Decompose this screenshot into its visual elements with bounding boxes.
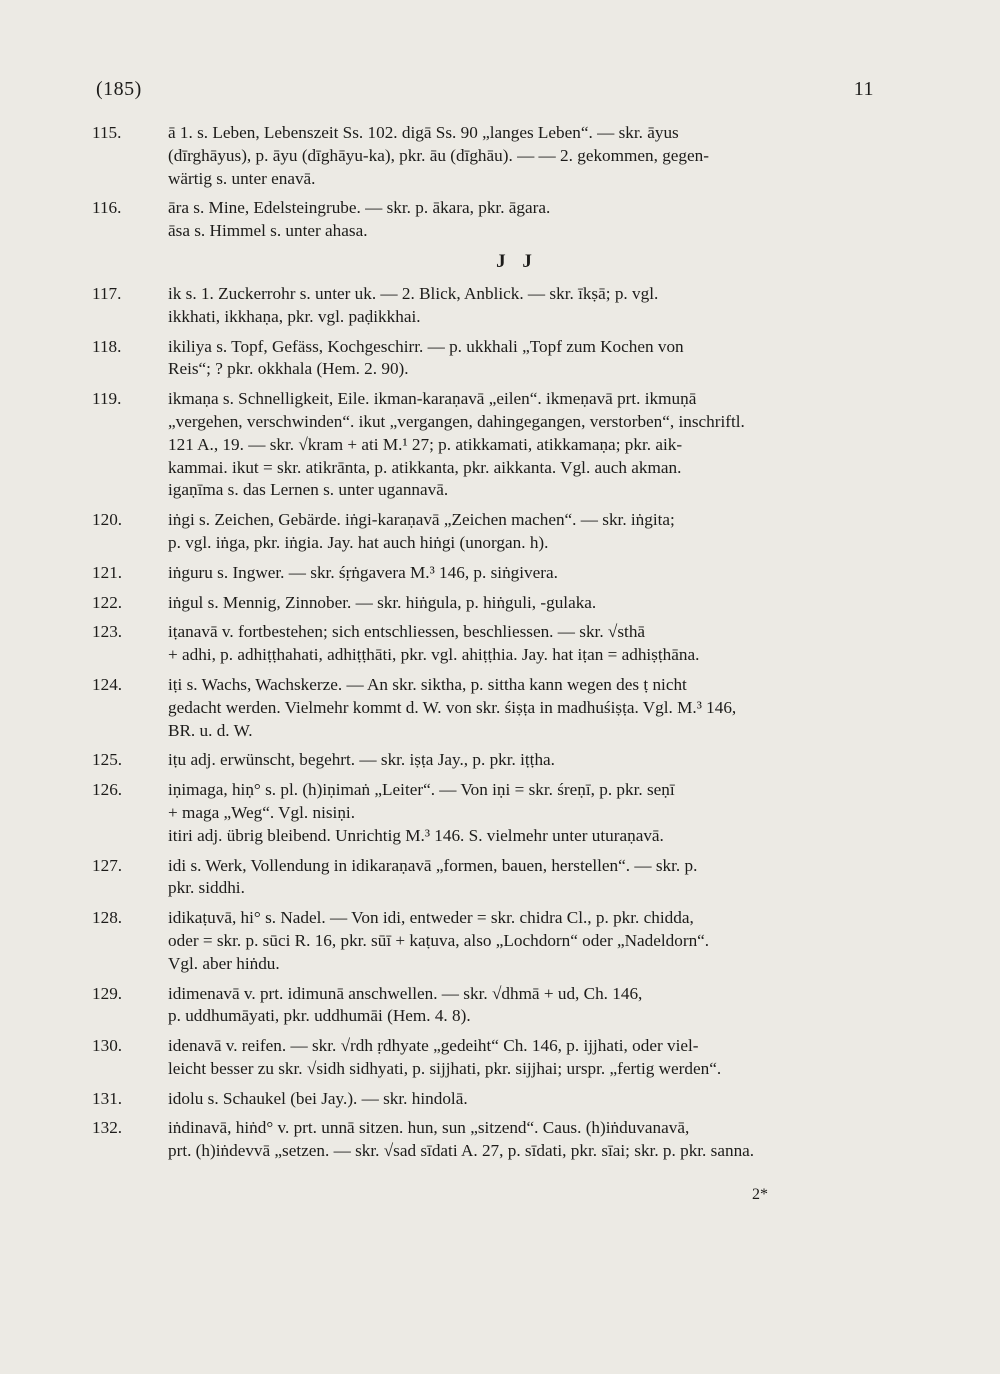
dictionary-entry xyxy=(92,283,882,329)
entry-number: 119. xyxy=(92,389,122,409)
entry-line: pkr. siddhi. xyxy=(168,878,245,898)
dictionary-entry xyxy=(92,592,882,615)
entry-line: iṅguru s. Ingwer. — skr. śṛṅgavera M.³ 146, p. siṅgivera. xyxy=(168,562,558,582)
entry-text xyxy=(168,674,882,742)
entry-number: 132. xyxy=(92,1118,123,1138)
entry-line: igaṇīma s. das Lernen s. unter ugannavā. xyxy=(168,480,449,500)
entry-number: 117. xyxy=(92,283,122,303)
dictionary-entry xyxy=(92,388,882,502)
entry-text xyxy=(168,1035,882,1081)
dictionary-entry xyxy=(92,983,882,1029)
entry-line: + maga „Weg“. Vgl. nisiṇi. xyxy=(168,802,355,822)
entry-line: p. vgl. iṅga, pkr. iṅgia. Jay. hat auch hiṅgi (unorgan. h). xyxy=(168,532,549,552)
entry-text xyxy=(168,562,882,585)
entry-line: + adhi, p. adhiṭṭhahati, adhiṭṭhāti, pkr. vgl. ahiṭṭhia. Jay. hat iṭan = adhiṣṭhāna. xyxy=(168,645,700,665)
entry-line: iṇimaga, hiṇ° s. pl. (h)iṇimaṅ „Leiter“. — Von iṇi = skr. śreṇī, p. pkr. seṇī xyxy=(168,780,675,800)
entry-line: (dīrghāyus), p. āyu (dīghāyu-ka), pkr. āu (dīghāu). — — 2. gekommen, gegen- xyxy=(168,145,709,165)
entry-number: 130. xyxy=(92,1036,123,1056)
entry-line: iṅdinavā, hiṅd° v. prt. unnā sitzen. hun, sun „sitzend“. Caus. (h)iṅduvanavā, xyxy=(168,1118,690,1138)
entry-number: 131. xyxy=(92,1088,123,1108)
entry-line: kammai. ikut = skr. atikrānta, p. atikkanta, pkr. aikkanta. Vgl. auch akman. xyxy=(168,457,682,477)
entry-line: iṭanavā v. fortbestehen; sich entschliessen, beschliessen. — skr. √sthā xyxy=(168,622,646,642)
dictionary-entry xyxy=(92,122,882,190)
entry-text xyxy=(168,907,882,975)
entry-line: leicht besser zu skr. √sidh sidhyati, p. sijjhati, pkr. sijjhai; urspr. „fertig werden“. xyxy=(168,1058,722,1078)
entry-line: idolu s. Schaukel (bei Jay.). — skr. hindolā. xyxy=(168,1088,468,1108)
entry-number: 116. xyxy=(92,198,122,218)
entry-text xyxy=(168,509,882,555)
entry-number: 127. xyxy=(92,855,123,875)
entry-line: 121 A., 19. — skr. √kram + ati M.¹ 27; p. atikkamati, atikkamaṇa; pkr. aik- xyxy=(168,434,683,454)
page-number-bracketed: (185) xyxy=(96,78,142,100)
entry-text xyxy=(168,197,882,243)
entry-number: 128. xyxy=(92,908,123,928)
dictionary-entry xyxy=(92,1035,882,1081)
entry-line: āra s. Mine, Edelsteingrube. — skr. p. ākara, pkr. āgara. xyxy=(168,198,551,218)
dictionary-entry xyxy=(92,1088,882,1111)
page-number: 11 xyxy=(853,78,874,100)
entry-text xyxy=(168,388,882,502)
entry-line: iṅgul s. Mennig, Zinnober. — skr. hiṅgula, p. hiṅguli, -gulaka. xyxy=(168,592,597,612)
entry-text xyxy=(168,749,882,772)
entry-line: idikaṭuvā, hi° s. Nadel. — Von idi, entweder = skr. chidra Cl., p. pkr. chidda, xyxy=(168,908,694,928)
entry-text xyxy=(168,592,882,615)
entry-number: 129. xyxy=(92,983,123,1003)
entry-text xyxy=(168,283,882,329)
entry-line: ā 1. s. Leben, Lebenszeit Ss. 102. digā Ss. 90 „langes Leben“. — skr. āyus xyxy=(168,123,679,142)
entry-text xyxy=(168,1117,882,1163)
dictionary-entry xyxy=(92,562,882,585)
entry-number: 126. xyxy=(92,780,123,800)
entry-line: ik s. 1. Zuckerrohr s. unter uk. — 2. Blick, Anblick. — skr. īkṣā; p. vgl. xyxy=(168,283,659,303)
dictionary-entry xyxy=(92,779,882,847)
entry-line: idenavā v. reifen. — skr. √rdh ṛdhyate „gedeiht“ Ch. 146, p. ijjhati, oder viel- xyxy=(168,1036,699,1056)
entry-line: ikiliya s. Topf, Gefäss, Kochgeschirr. — p. ukkhali „Topf zum Kochen von xyxy=(168,336,684,356)
entry-number: 118. xyxy=(92,336,122,356)
entry-number: 125. xyxy=(92,750,123,770)
dictionary-entry xyxy=(92,749,882,772)
letter-heading: J J xyxy=(496,250,538,272)
entry-line: Reis“; ? pkr. okkhala (Hem. 2. 90). xyxy=(168,359,409,379)
entry-text xyxy=(168,122,882,190)
entry-line: wärtig s. unter enavā. xyxy=(168,168,316,188)
dictionary-entry xyxy=(92,197,882,243)
entry-text xyxy=(168,1088,882,1111)
entry-line: iṭu adj. erwünscht, begehrt. — skr. iṣṭa Jay., p. pkr. iṭṭha. xyxy=(168,750,555,770)
entry-number: 120. xyxy=(92,510,123,530)
entry-line: idi s. Werk, Vollendung in idikaraṇavā „formen, bauen, herstellen“. — skr. p. xyxy=(168,855,698,875)
entry-line: „vergehen, verschwinden“. ikut „vergangen, dahingegangen, verstorben“, inschriftl. xyxy=(168,411,745,431)
entry-line: ikkhati, ikkhaṇa, pkr. vgl. paḍikkhai. xyxy=(168,306,421,326)
entry-line: oder = skr. p. sūci R. 16, pkr. sūī + kaṭuva, also „Lochdorn“ oder „Nadeldorn“. xyxy=(168,930,710,950)
entry-number: 124. xyxy=(92,674,123,694)
entry-line: BR. u. d. W. xyxy=(168,720,253,740)
entry-text xyxy=(168,779,882,847)
entry-number: 123. xyxy=(92,622,123,642)
signature-mark: 2* xyxy=(752,1186,768,1203)
entry-line: prt. (h)iṅdevvā „setzen. — skr. √sad sīdati A. 27, p. sīdati, pkr. sīai; skr. p. pkr. sanna. xyxy=(168,1141,755,1161)
entry-line: ikmaṇa s. Schnelligkeit, Eile. ikman-karaṇavā „eilen“. ikmeṇavā prt. ikmuṇā xyxy=(168,389,697,409)
entry-line: itiri adj. übrig bleibend. Unrichtig M.³ 146. S. vielmehr unter uturaṇavā. xyxy=(168,825,664,845)
dictionary-entry xyxy=(92,621,882,667)
dictionary-entry xyxy=(92,1117,882,1163)
entry-text xyxy=(168,983,882,1029)
entry-number: 121. xyxy=(92,562,123,582)
entry-line: iṅgi s. Zeichen, Gebärde. iṅgi-karaṇavā „Zeichen machen“. — skr. iṅgita; xyxy=(168,510,675,530)
entry-text xyxy=(168,336,882,382)
dictionary-entry xyxy=(92,855,882,901)
entry-number: 115. xyxy=(92,123,122,142)
entry-line: gedacht werden. Vielmehr kommt d. W. von skr. śiṣṭa in madhuśiṣṭa. Vgl. M.³ 146, xyxy=(168,697,737,717)
dictionary-entry xyxy=(92,509,882,555)
entry-number: 122. xyxy=(92,592,123,612)
entry-line: p. uddhumāyati, pkr. uddhumāi (Hem. 4. 8). xyxy=(168,1006,471,1026)
entry-line: idimenavā v. prt. idimunā anschwellen. — skr. √dhmā + ud, Ch. 146, xyxy=(168,983,643,1003)
entry-text xyxy=(168,621,882,667)
entry-text xyxy=(168,855,882,901)
dictionary-entry xyxy=(92,336,882,382)
entry-line: āsa s. Himmel s. unter ahasa. xyxy=(168,221,368,241)
dictionary-entry xyxy=(92,674,882,742)
dictionary-entry xyxy=(92,907,882,975)
dictionary-entries xyxy=(92,122,882,1170)
entry-line: Vgl. aber hiṅdu. xyxy=(168,953,280,973)
entry-line: iṭi s. Wachs, Wachskerze. — An skr. siktha, p. sittha kann wegen des ṭ nicht xyxy=(168,674,687,694)
